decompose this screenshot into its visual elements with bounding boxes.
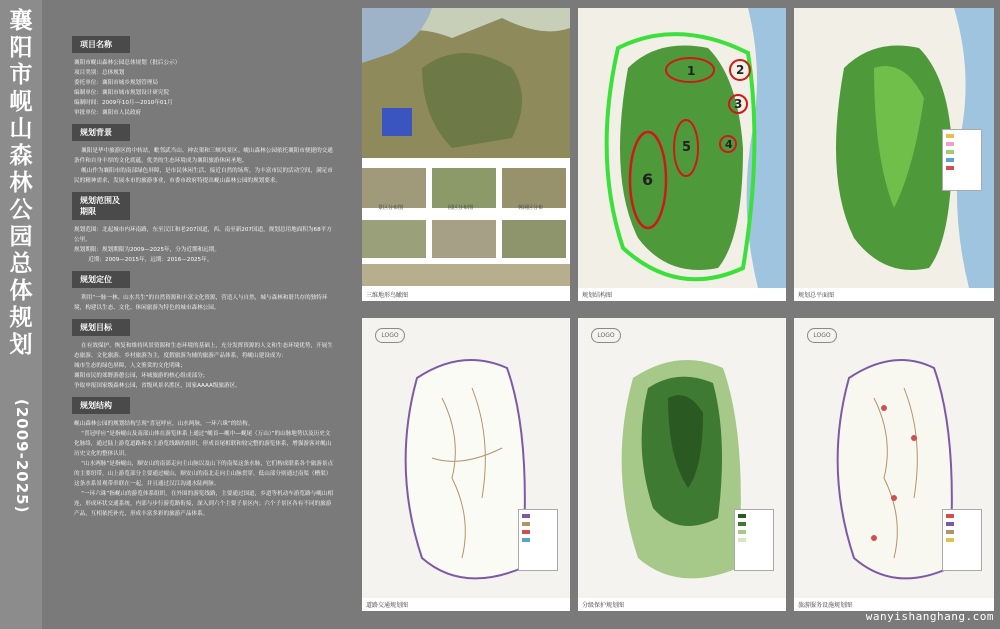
sub-caption-3: 休闲区分布 (518, 205, 544, 211)
title-char: 岘 (9, 89, 33, 115)
title-char: 市 (9, 62, 33, 88)
caption-terrain: 三维地形鸟瞰图 (366, 292, 409, 299)
title-char: 园 (9, 224, 33, 250)
panel-roads (362, 318, 570, 611)
logo: LOGO (807, 328, 837, 343)
sub-caption-2: 园区分布图 (448, 205, 474, 211)
caption-master-plan: 规划总平面图 (798, 292, 835, 299)
caption-services: 旅游服务设施规划图 (798, 602, 853, 609)
title-char: 襄 (9, 8, 33, 34)
section-title-background: 规划背景 (72, 124, 130, 141)
circle-3-label: 3 (734, 97, 743, 111)
circle-2-label: 2 (736, 63, 745, 77)
terrain-illustration (362, 8, 570, 288)
sub-caption-1: 景区分布图 (378, 205, 404, 211)
panel-protection (578, 318, 786, 611)
section-title-position: 规划定位 (72, 271, 130, 288)
roads-legend (518, 509, 558, 571)
title-char: 划 (9, 332, 33, 358)
section-text-scope: 规划范围：北起城市内环南路，东至汉江和老207国道，西、南至新207国道，规划总用地面积为68平方公里。 规划期限：规划期限为2009—2025年，分为近期和远期。 近期：2009—2015年，远期：2016—2025年。 (74, 227, 332, 263)
caption-roads: 道路交通规划图 (366, 602, 409, 609)
circle-6-label: 6 (642, 170, 654, 189)
watermark: wanyishanghang.com (865, 610, 994, 623)
circle-1-label: 1 (687, 64, 696, 78)
text-column (62, 0, 334, 519)
title-char: 森 (9, 143, 33, 169)
title-char: 阳 (9, 35, 33, 61)
logo: LOGO (375, 328, 405, 343)
section-title-scope: 规划范围及期限 (72, 192, 130, 220)
section-text-position: 利用“一脉一林、山水共生”的自然资源和丰富文化资源，营造人与自然，城与森林和谐共存的独特环境，构建以生态、文化、休闲旅游为特色的城市森林公园。 (74, 295, 328, 311)
logo: LOGO (591, 328, 621, 343)
panel-structure (578, 8, 786, 301)
section-text-goal: 在有效保护、恢复和维持风景资源和生态环境的基础上，充分发挥资源的人文和生态环境优势，开展生态旅游、文化旅游、乡村旅游为主，度假旅游为辅的旅游产品体系，将岘山建设成为： 城市生态的绿色屏障，人文鉴赏的文化明珠； 襄阳市民的郊野游憩公园，环城旅游的核心组成部分； 争取申报国家级森林公园，省级风景名胜区，国家AAAA级旅游区。 (74, 343, 333, 389)
map-legend (942, 129, 982, 191)
years-label: (2009-2025) (13, 399, 31, 514)
panel-services (794, 318, 994, 611)
title-char: 公 (9, 197, 33, 223)
caption-structure: 规划结构图 (582, 292, 613, 299)
vertical-title (5, 8, 37, 359)
circle-4-label: 4 (725, 138, 733, 151)
title-char: 体 (9, 278, 33, 304)
caption-protection: 分级保护规划图 (582, 602, 625, 609)
circle-5-label: 5 (682, 140, 692, 155)
section-title-structure: 规划结构 (72, 397, 130, 414)
section-title-goal: 规划目标 (72, 319, 130, 336)
services-legend (942, 509, 982, 571)
section-text-background: 襄阳是华中旅游区的中转站，毗邻武当山、神农架和三峡风景区。岘山森林公园依托襄阳市便捷的交通条件和自身丰厚的文化底蕴，优美的生态环境成为襄阳旅游休闲圣地。 岘山作为襄阳市的南部绿色屏障，是市民休闲生活、接近自然的场所，为丰富市民的活动空间，满足市民的精神需求，发展本市的旅游事业，市委市政府特提出岘山森林公园的规划要求。 (74, 148, 333, 184)
highlight-zone (382, 108, 412, 136)
protection-legend (734, 509, 774, 571)
title-char: 山 (9, 116, 33, 142)
section-text-structure: 岘山森林公园的规划结构呈现“喜冠呼应，山水两脉，一环六珠”的结构。 “喜冠呼应”是指岘山及南部山体在游览体系上通过“岘首—岘中—岘尾（万山）”的山脉地势以及历史文化脉络，通过陆上游览道路和水上游览线路的组织，形成首尾相联和较完整的游览体系，增强游客对岘山历史文化的整体认识。 “山水两脉”是指岘山，顺安山的南部走向主山脉以及山下的南渠这条水脉，它们构成联系各个旅游景点的主要纽带，山上游览部分主要通过岘山，顺安山的南北走向主山脉贯穿，低山部分则通过南渠（槽渠）这条水系景观带串联在一起，并且通过汉江沟通水陆两脉。 “一环六珠”指岘山的游览体系组织，在外围的游览线路，主要通过国道，乡道等机动车游览路与岘山相连，形成环状交通系统，内部与步行游览路衔接，深入到六个主要子景区内；六个子景区各有不同的旅游产品，互相依托补充，形成丰富多彩的旅游产品体系。 (74, 421, 334, 517)
panel-terrain (362, 8, 570, 301)
title-sidebar (0, 0, 42, 629)
panel-master-plan (794, 8, 994, 301)
section-text-project: 襄阳市岘山森林公园总体规划（批后公示） 项目类别：总体规划 委托单位：襄阳市城乡规划管理局 编制单位：襄阳市城市规划设计研究院 编制时间：2009年10月—2010年01月 审批单位：襄阳市人民政府 (74, 60, 181, 116)
title-char: 林 (9, 170, 33, 196)
section-title-project: 项目名称 (72, 36, 130, 53)
title-char: 总 (9, 251, 33, 277)
title-char: 规 (9, 305, 33, 331)
